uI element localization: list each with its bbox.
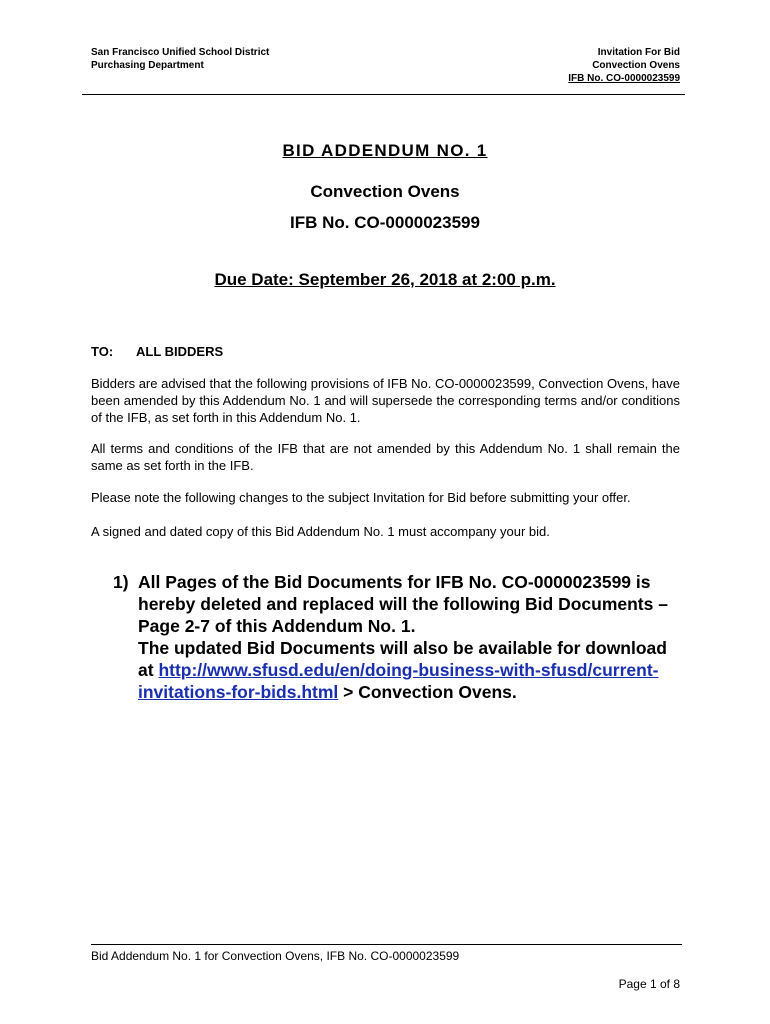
item-line-4: The updated Bid Documents will also be available for download (138, 638, 667, 658)
amendment-item-1 (113, 571, 693, 703)
page-number: Page 1 of 8 (618, 977, 680, 991)
item-at-word: at (138, 660, 159, 680)
to-row (91, 344, 224, 359)
footer-text: Bid Addendum No. 1 for Convection Ovens, IFB No. CO-0000023599 (91, 949, 460, 963)
header-project: Convection Ovens (592, 60, 680, 71)
header-org: San Francisco Unified School District (91, 47, 270, 58)
document-ifb-line: IFB No. CO-0000023599 (290, 213, 480, 232)
bid-documents-link-part-1[interactable]: http://www.sfusd.edu/en/doing-business-with-sfusd/current- (158, 660, 659, 680)
header-divider (82, 94, 685, 95)
header-ifb-no: IFB No. CO-0000023599 (568, 73, 680, 84)
footer-divider (91, 944, 682, 945)
document-subtitle: Convection Ovens (310, 182, 460, 201)
item-body (138, 571, 693, 703)
item-line-2: hereby deleted and replaced will the following Bid Documents – (138, 594, 668, 614)
item-line-6 (138, 681, 693, 703)
paragraph-changes: Please note the following changes to the subject Invitation for Bid before submitting your offer. (91, 490, 631, 505)
document-title: BID ADDENDUM NO. 1 (282, 141, 488, 160)
header-doc-type: Invitation For Bid (597, 47, 680, 58)
item-after-link: > Convection Ovens. (338, 682, 517, 702)
item-line-5 (138, 659, 693, 681)
due-date: Due Date: September 26, 2018 at 2:00 p.m. (214, 270, 556, 289)
item-line-1: All Pages of the Bid Documents for IFB No. CO-0000023599 is (138, 572, 651, 592)
bid-documents-link-part-2[interactable]: invitations-for-bids.html (138, 682, 339, 702)
paragraph-terms: All terms and conditions of the IFB that are not amended by this Addendum No. 1 shall remain the same as set forth in the IFB. (91, 441, 680, 473)
to-value: ALL BIDDERS (136, 344, 224, 359)
header-dept: Purchasing Department (91, 60, 204, 71)
paragraph-amendment: Bidders are advised that the following provisions of IFB No. CO-0000023599, Convection Ovens, have been amended by this Addendum No. 1 and will supersede the corresponding terms and/or conditions of the IFB, as set forth in this Addendum No. 1. (91, 376, 680, 425)
to-label: TO: (91, 344, 114, 359)
paragraph-signed-copy: A signed and dated copy of this Bid Addendum No. 1 must accompany your bid. (91, 524, 550, 539)
item-number: 1) (113, 572, 129, 592)
header-left (91, 46, 269, 72)
item-line-3: Page 2-7 of this Addendum No. 1. (138, 616, 416, 636)
header-right (568, 46, 680, 85)
